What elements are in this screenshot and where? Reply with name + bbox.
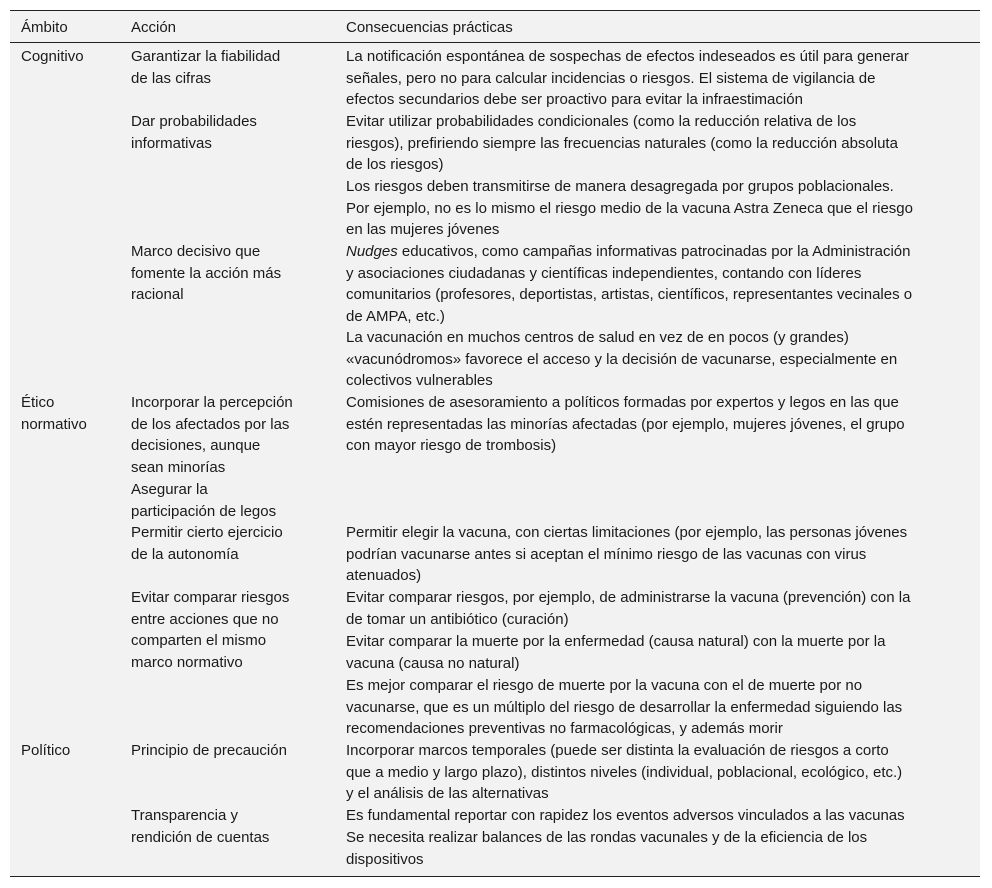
- accion-cell: [131, 111, 257, 154]
- cell-line: Principio de precaución: [131, 742, 287, 759]
- cell-line: que a medio y largo plazo), distintos niveles (individual, poblacional, ecológico, etc.): [346, 763, 903, 781]
- ambito-cell: [21, 740, 70, 762]
- cell-line: efectos secundarios debe ser proactivo para evitar la infraestimación: [346, 91, 803, 108]
- consecuencia-cell: [346, 241, 912, 327]
- cell-line: Incorporar marcos temporales (puede ser distinta la evaluación de riesgos a corto: [346, 742, 889, 759]
- cell-line: señales, pero no para calcular incidencias o riesgos. El sistema de vigilancia de: [346, 69, 876, 87]
- cell-line: decisiones, aunque: [131, 437, 261, 454]
- cell-line: Es fundamental reportar con rapidez los eventos adversos vinculados a las vacunas: [346, 807, 905, 824]
- ambito-cell: [21, 392, 87, 435]
- cell-line: Incorporar la percepción: [131, 394, 293, 411]
- cell-line: La notificación espontánea de sospechas de efectos indeseados es útil para generar: [346, 48, 909, 65]
- cell-line: fomente la acción más: [131, 264, 282, 282]
- cell-line: Marco decisivo que: [131, 243, 261, 260]
- accion-cell: [131, 805, 269, 848]
- cell-line: Permitir cierto ejercicio: [131, 524, 283, 541]
- cell-line: Por ejemplo, no es lo mismo el riesgo medio de la vacuna Astra Zeneca que el riesgo: [346, 199, 913, 217]
- cell-line: Nudges educativos, como campañas informativas patrocinadas por la Administración: [346, 243, 911, 260]
- cell-line: Dar probabilidades: [131, 113, 257, 130]
- accion-cell: [131, 46, 280, 89]
- cell-line: Los riesgos deben transmitirse de manera desagregada por grupos poblacionales.: [346, 178, 894, 195]
- header-ambito: Ámbito: [21, 19, 68, 36]
- cell-line: de tomar un antibiótico (curación): [346, 610, 569, 628]
- accion-cell: [131, 392, 293, 478]
- cell-line: Es mejor comparar el riesgo de muerte por la vacuna con el de muerte por no: [346, 677, 863, 694]
- consecuencia-cell: [346, 827, 867, 870]
- consecuencia-cell: [346, 522, 907, 587]
- accion-cell: [131, 740, 287, 762]
- accion-cell: [131, 522, 283, 565]
- cell-line: Se necesita realizar balances de las rondas vacunales y de la eficiencia de los: [346, 829, 868, 846]
- cell-line: sean minorías: [131, 458, 226, 476]
- cell-line: de la autonomía: [131, 545, 239, 563]
- cell-line: de las cifras: [131, 69, 212, 87]
- ambito-cell: [21, 46, 84, 68]
- cell-line: Evitar utilizar probabilidades condicionales (como la reducción relativa de los: [346, 113, 857, 130]
- accion-cell: [131, 587, 289, 673]
- consecuencia-cell: [346, 327, 897, 392]
- cell-line: Asegurar la: [131, 481, 208, 498]
- consecuencia-cell: [346, 46, 909, 111]
- cell-line: normativo: [21, 415, 87, 433]
- cell-line: Permitir elegir la vacuna, con ciertas limitaciones (por ejemplo, las personas jóvenes: [346, 524, 908, 541]
- cell-line: Ético: [21, 394, 55, 411]
- consecuencia-cell: [346, 392, 905, 457]
- cell-line: Cognitivo: [21, 48, 84, 65]
- accion-cell: [131, 479, 276, 522]
- consecuencia-cell: [346, 805, 905, 827]
- cell-line: atenuados): [346, 567, 422, 584]
- italic-term: Nudges: [346, 243, 398, 260]
- cell-line: Evitar comparar riesgos, por ejemplo, de administrarse la vacuna (prevención) con la: [346, 589, 911, 606]
- table-header: [10, 11, 980, 43]
- cell-line: comunitarios (profesores, deportistas, artistas, científicos, representantes vecinales o: [346, 286, 913, 303]
- cell-line: Evitar comparar la muerte por la enfermedad (causa natural) con la muerte por la: [346, 633, 886, 650]
- results-table: [10, 10, 980, 877]
- cell-line: Evitar comparar riesgos: [131, 589, 290, 606]
- header-accion: Acción: [131, 19, 177, 36]
- header-consecuencias: Consecuencias prácticas: [346, 19, 513, 36]
- cell-line: Garantizar la fiabilidad: [131, 48, 281, 65]
- cell-line: recomendaciones preventivas no farmacológicas, y además morir: [346, 720, 783, 737]
- consecuencia-cell: [346, 740, 902, 805]
- cell-line: marco normativo: [131, 653, 243, 671]
- cell-line: y asociaciones ciudadanas y científicas independientes, contando con líderes: [346, 264, 862, 282]
- consecuencia-cell: [346, 587, 910, 630]
- cell-line: comparten el mismo: [131, 632, 267, 649]
- cell-line: dispositivos: [346, 850, 424, 868]
- cell-line: de AMPA, etc.): [346, 307, 445, 325]
- cell-line: colectivos vulnerables: [346, 372, 493, 389]
- cell-line: y el análisis de las alternativas: [346, 785, 549, 802]
- cell-line: informativas: [131, 134, 212, 152]
- cell-line: en las mujeres jóvenes: [346, 221, 500, 238]
- cell-line: vacuna (causa no natural): [346, 654, 520, 672]
- cell-line: de los afectados por las: [131, 415, 290, 433]
- cell-line: de los riesgos): [346, 156, 444, 173]
- cell-line: podrían vacunarse antes si aceptan el mínimo riesgo de las vacunas con virus: [346, 545, 867, 563]
- consecuencia-cell: [346, 111, 898, 176]
- cell-line: Político: [21, 742, 71, 759]
- cell-line: rendición de cuentas: [131, 828, 270, 846]
- consecuencia-cell: [346, 675, 902, 740]
- cell-line: riesgos), prefiriendo siempre las frecuencias naturales (como la reducción absoluta: [346, 134, 898, 152]
- cell-line: «vacunódromos» favorece el acceso y la decisión de vacunarse, especialmente en: [346, 350, 898, 368]
- cell-line: entre acciones que no: [131, 610, 279, 628]
- consecuencia-cell: [346, 176, 913, 241]
- cell-line: estén representadas las minorías afectadas (por ejemplo, mujeres jóvenes, el grupo: [346, 415, 905, 433]
- cell-line: con mayor riesgo de trombosis): [346, 437, 557, 454]
- cell-line: participación de legos: [131, 502, 277, 520]
- consecuencia-cell: [346, 631, 885, 674]
- accion-cell: [131, 241, 281, 306]
- cell-line: Comisiones de asesoramiento a políticos formadas por expertos y legos en las que: [346, 394, 899, 411]
- cell-line: vacunarse, que es un múltiplo del riesgo de desarrollar la enfermedad siguiendo las: [346, 698, 903, 716]
- cell-line: Transparencia y: [131, 807, 238, 824]
- cell-line: La vacunación en muchos centros de salud en vez de en pocos (y grandes): [346, 329, 849, 346]
- cell-line: racional: [131, 286, 184, 303]
